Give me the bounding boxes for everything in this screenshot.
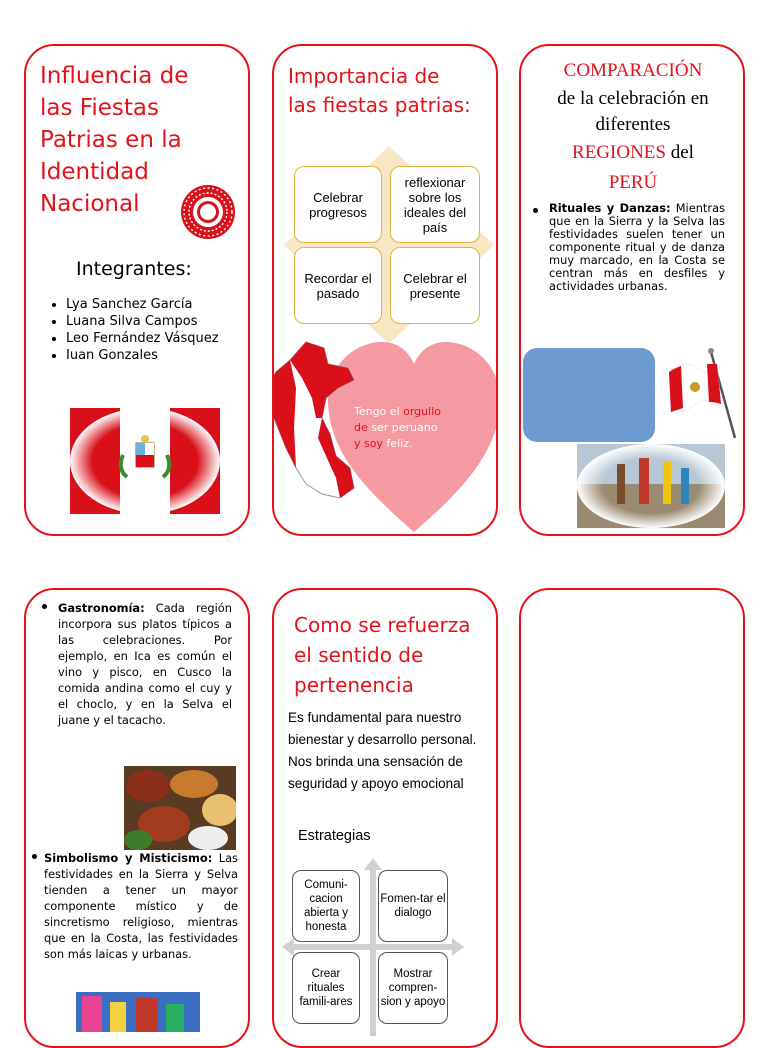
panel-gastronomy	[24, 588, 250, 1048]
members-list	[48, 296, 246, 364]
box-fomentar-dialogo: Fomen-tar el dialogo	[378, 870, 448, 942]
bullet-icon	[533, 208, 538, 213]
heart-message: Tengo el orgullo de ser peruano y soy feliz.	[354, 405, 441, 450]
food-photo	[124, 766, 236, 850]
rituales-paragraph: Rituales y Danzas: Mientras que en la Sierra y la Selva las festividades suelen tener un componente ritual y de danza muy marcado, en la Costa se centran más en desfiles y actividades urbanas.	[549, 201, 725, 293]
strategies-heading: Estrategias	[298, 828, 371, 844]
member-item: • Luana Silva Campos	[66, 313, 246, 330]
panel-empty	[519, 588, 745, 1048]
peru-map-image	[272, 338, 358, 502]
celebration-photo	[76, 992, 200, 1032]
belonging-paragraph: Es fundamental para nuestro bienestar y desarrollo personal. Nos brinda una sensación de seguridad y apoyo emocional	[288, 710, 477, 791]
bullet-icon	[32, 854, 37, 859]
panel-title	[24, 44, 250, 536]
festival-photo	[577, 444, 725, 528]
blue-placeholder-box	[523, 348, 655, 442]
members-heading: Integrantes:	[76, 258, 192, 280]
simbolismo-paragraph: Simbolismo y Misticismo: Las festividades en la Sierra y Selva tienden a tener un mayor componente místico y de sincretismo religioso, mientras que en la Costa, las festividades son más laicas y urbanas.	[44, 851, 238, 961]
member-item: • Leo Fernández Vásquez	[66, 330, 246, 347]
box-mostrar-comprension: Mostrar compren-sion y apoyo	[378, 952, 448, 1024]
waving-flag-image	[661, 346, 741, 442]
belonging-title: Como se refuerza el sentido de pertenencia	[294, 613, 471, 697]
gastronomia-paragraph: Gastronomía: Cada región incorpora sus platos típicos a las celebraciones. Por ejemplo, en Ica es común el vino y pisco, en Cusco la comida andina como el cuy y el choclo, y en la Selva el juane y el tacacho.	[58, 601, 232, 727]
brochure-title: Influencia de las Fiestas Patrias en la Identidad Nacional	[40, 63, 189, 217]
box-celebrar-presente: Celebrar el presente	[390, 247, 480, 324]
member-item: • Lya Sanchez García	[66, 296, 246, 313]
bullet-icon	[42, 604, 47, 609]
panel-comparison	[519, 44, 745, 536]
box-celebrar-progresos: Celebrar progresos	[294, 166, 382, 243]
box-crear-rituales: Crear rituales famili-ares	[292, 952, 360, 1024]
box-recordar-pasado: Recordar el pasado	[294, 247, 382, 324]
panel-importance	[272, 44, 498, 536]
box-reflexionar: reflexionar sobre los ideales del país	[390, 166, 480, 243]
importance-title: Importancia de las fiestas patrias:	[288, 64, 471, 117]
cockade-icon	[178, 182, 238, 242]
member-item: • Iuan Gonzales	[66, 347, 246, 364]
peru-flag-image	[70, 408, 220, 514]
panel-belonging	[272, 588, 498, 1048]
comparison-heading: COMPARACIÓN de la celebración en diferentes REGIONES del PERÚ	[557, 60, 709, 193]
box-comunicacion: Comuni-cacion abierta y honesta	[292, 870, 360, 942]
